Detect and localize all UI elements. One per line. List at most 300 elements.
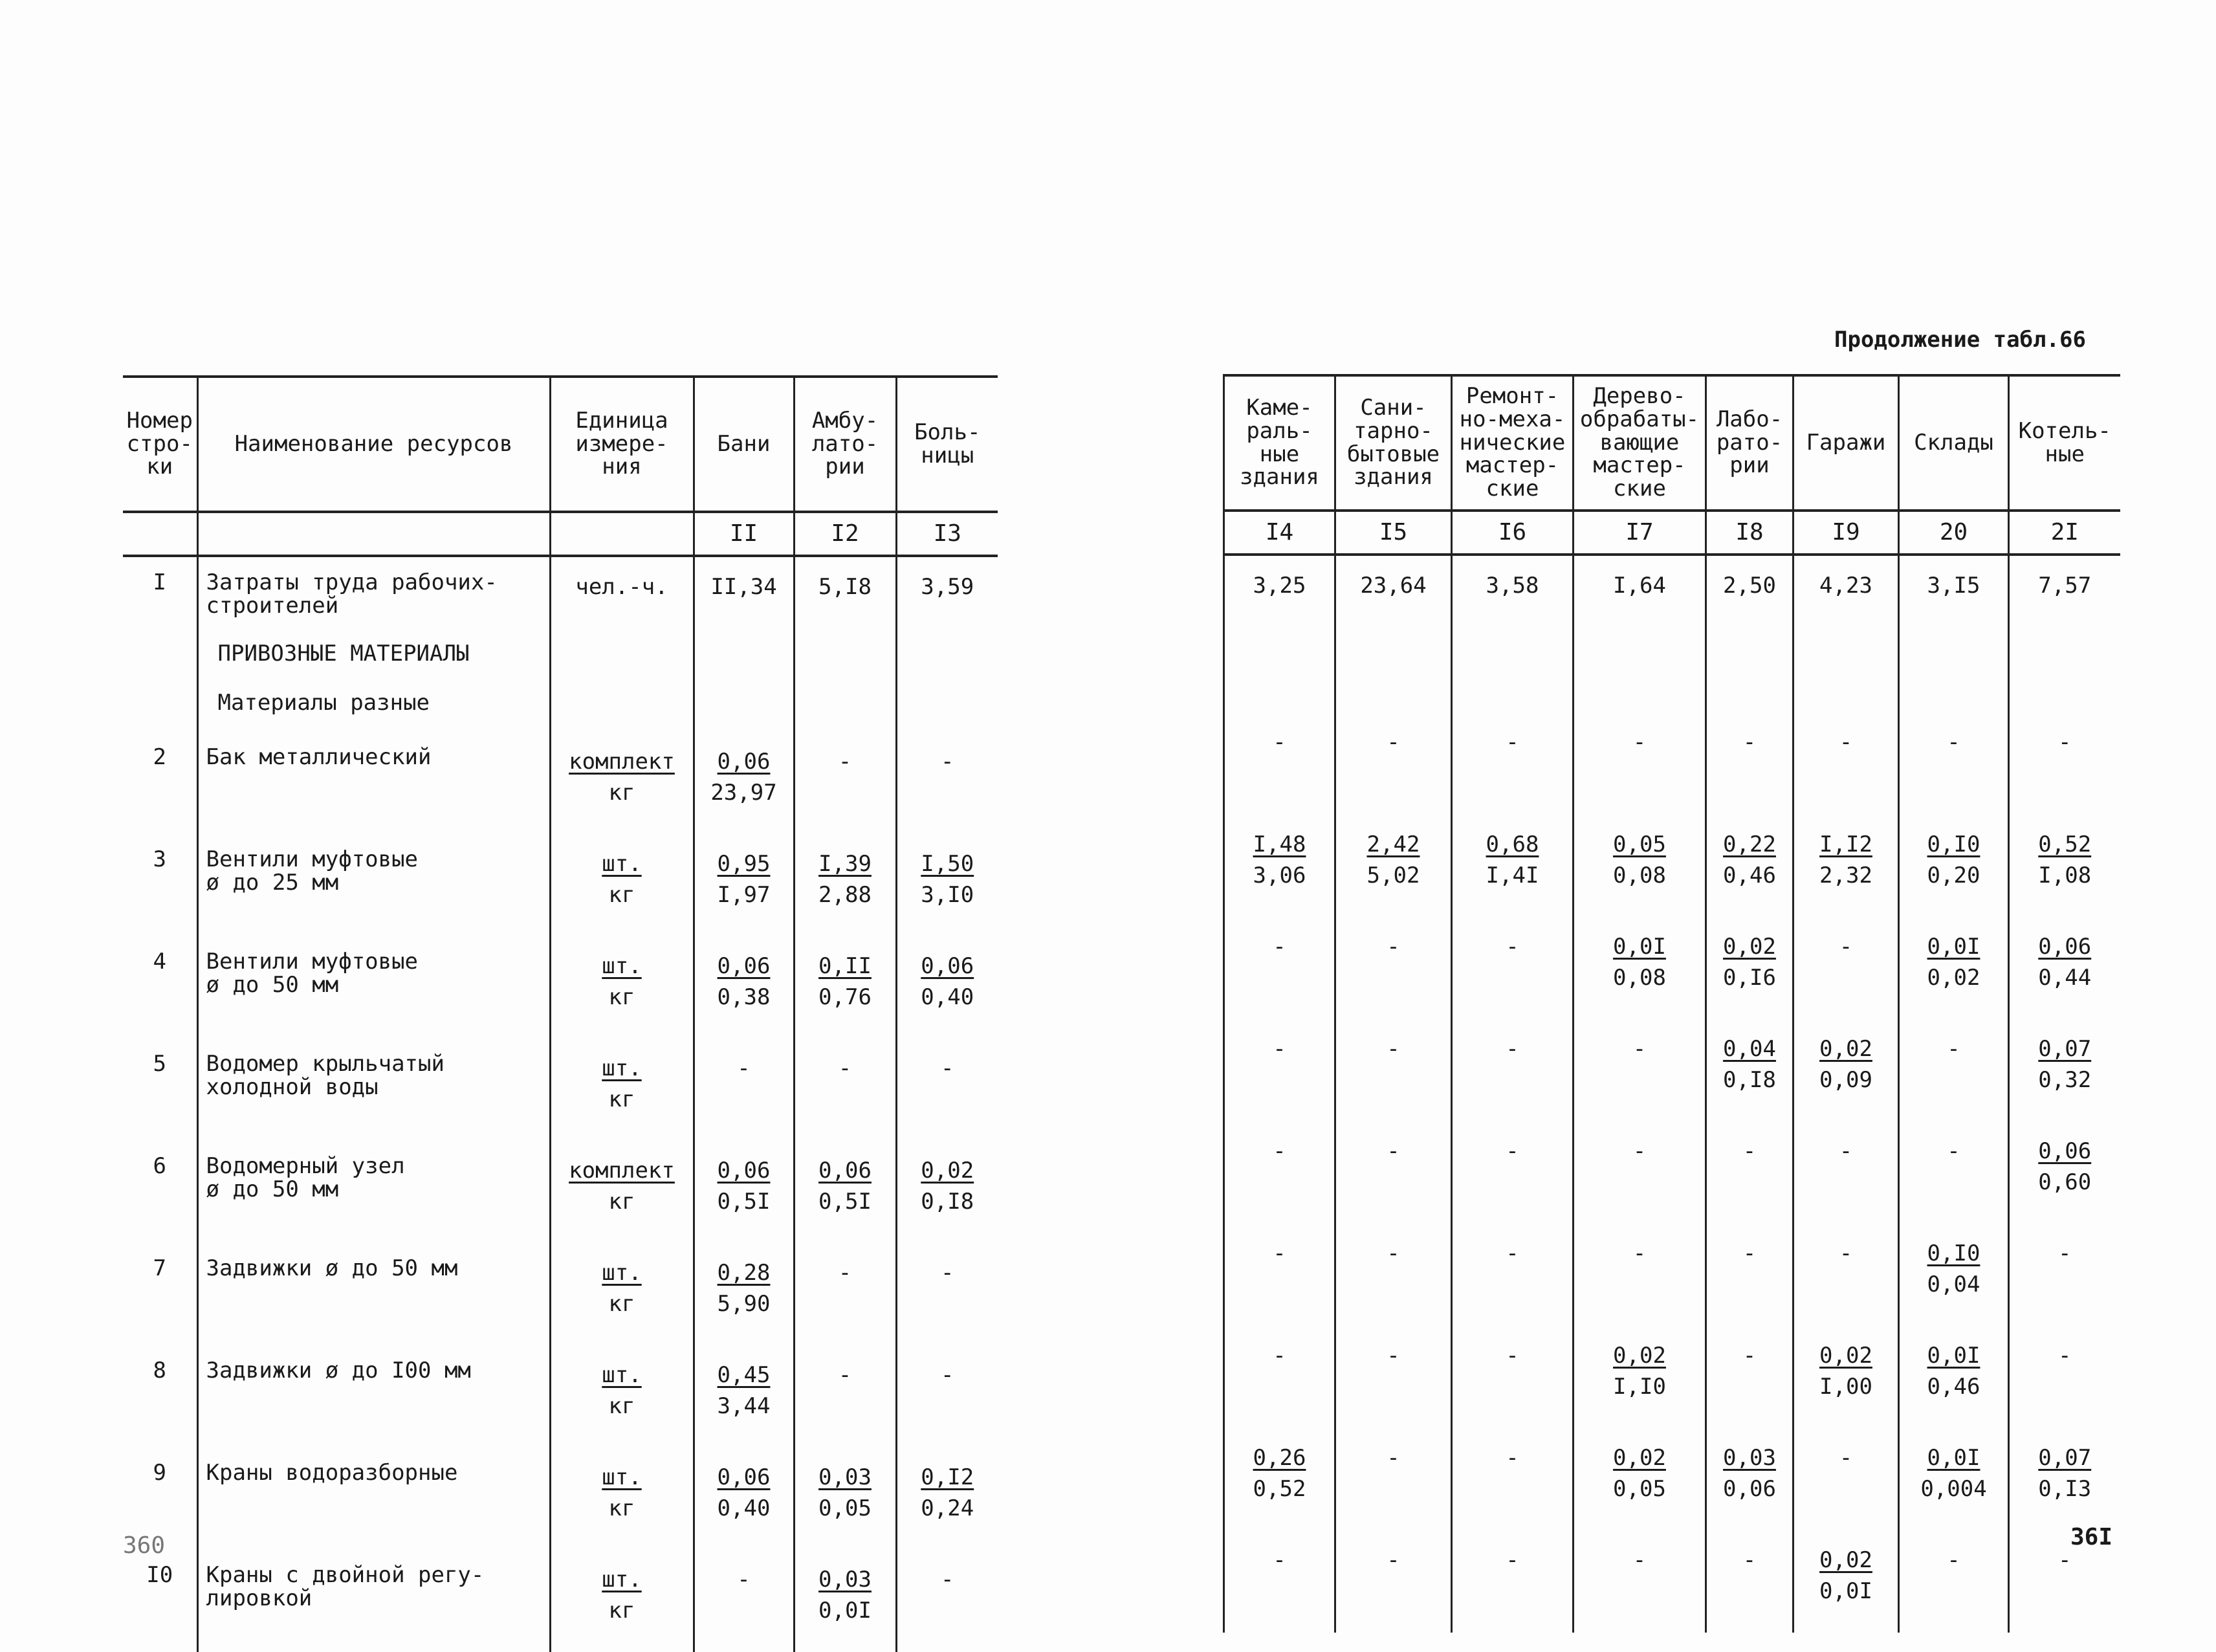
value-cell xyxy=(2009,555,2120,632)
value-top: - xyxy=(1506,1138,1519,1164)
value-top: 0,02 xyxy=(1613,1445,1666,1471)
row-number: 9 xyxy=(123,1448,197,1550)
section-blank xyxy=(1574,632,1706,672)
value-bottom: 0,0I xyxy=(818,1598,872,1624)
value-bottom xyxy=(1794,1473,1898,1504)
value-top: - xyxy=(737,1055,751,1081)
value-bottom xyxy=(1794,601,1898,632)
row-number: 4 xyxy=(123,936,197,1039)
unit-bottom: кг xyxy=(608,1393,635,1419)
value-bottom: 0,I8 xyxy=(921,1189,974,1215)
value-top: II,34 xyxy=(710,574,777,600)
value-top: 0,03 xyxy=(818,1464,872,1490)
value-cell xyxy=(1452,1224,1574,1326)
unit-cell xyxy=(550,1345,694,1448)
value-bottom xyxy=(1225,1167,1334,1198)
value-bottom xyxy=(1336,1269,1451,1300)
value-cell xyxy=(896,732,998,834)
section-row xyxy=(123,683,998,732)
value-bottom: 0,5I xyxy=(818,1189,872,1215)
value-cell xyxy=(1224,1530,1335,1633)
value-top: - xyxy=(1273,1036,1286,1062)
value-cell xyxy=(1574,1530,1706,1633)
value-cell xyxy=(896,1039,998,1141)
col-number: 2I xyxy=(2009,511,2120,555)
value-top: - xyxy=(1387,729,1400,755)
section-blank xyxy=(2009,672,2120,712)
value-cell xyxy=(1706,1530,1794,1633)
value-cell xyxy=(1224,815,1335,917)
value-top: - xyxy=(1839,1240,1853,1266)
value-top: - xyxy=(1742,1240,1757,1266)
value-bottom: 0,32 xyxy=(2038,1067,2092,1093)
value-cell xyxy=(1794,1326,1899,1428)
resource-name: Краны с двойной регу- лировкой xyxy=(197,1550,550,1652)
value-cell xyxy=(694,936,794,1039)
value-top: 3,25 xyxy=(1253,573,1306,599)
value-bottom xyxy=(1900,1167,2008,1198)
value-cell xyxy=(1706,1121,1794,1224)
value-top: - xyxy=(1506,1445,1519,1471)
value-cell xyxy=(1794,1530,1899,1633)
value-bottom: 0,40 xyxy=(717,1495,771,1521)
value-cell xyxy=(1335,1019,1452,1121)
value-bottom xyxy=(1574,1576,1705,1607)
value-bottom xyxy=(1336,601,1451,632)
value-top: - xyxy=(2058,729,2072,755)
row-number: 5 xyxy=(123,1039,197,1141)
header-num-blank xyxy=(197,512,550,556)
value-cell xyxy=(794,1039,896,1141)
value-cell xyxy=(2009,1224,2120,1326)
section-blank xyxy=(896,683,998,732)
value-top: - xyxy=(1742,1547,1757,1573)
table-row xyxy=(1224,1019,2120,1121)
unit-cell xyxy=(550,1141,694,1243)
section-row xyxy=(1224,672,2120,712)
value-bottom xyxy=(1900,1064,2008,1096)
resource-name: Задвижки ø до 50 мм xyxy=(197,1243,550,1345)
value-cell xyxy=(794,732,896,834)
value-bottom xyxy=(695,1084,793,1115)
section-blank xyxy=(896,633,998,683)
value-bottom xyxy=(1574,1064,1705,1096)
value-top: 7,57 xyxy=(2038,573,2092,599)
value-cell xyxy=(896,1243,998,1345)
col-number: 20 xyxy=(1899,511,2009,555)
value-bottom xyxy=(2010,1371,2120,1402)
row-number: I xyxy=(123,556,197,633)
value-top: - xyxy=(737,1567,751,1592)
left-table xyxy=(123,375,998,1652)
value-top: - xyxy=(838,749,852,775)
col-number: I4 xyxy=(1224,511,1335,555)
value-cell xyxy=(1574,917,1706,1019)
table-row xyxy=(123,1243,998,1345)
value-cell xyxy=(1335,1121,1452,1224)
header-resource-name: Наименование ресурсов xyxy=(197,377,550,512)
unit-top: комплект xyxy=(569,1158,675,1184)
value-cell xyxy=(896,1141,998,1243)
unit-bottom: кг xyxy=(608,1598,635,1624)
section-blank xyxy=(1899,672,2009,712)
value-bottom: 0,05 xyxy=(1613,1476,1666,1502)
header-num-blank xyxy=(550,512,694,556)
value-bottom xyxy=(1225,1371,1334,1402)
value-top: - xyxy=(1387,1547,1400,1573)
col-number: II xyxy=(694,512,794,556)
row-number: 6 xyxy=(123,1141,197,1243)
value-bottom xyxy=(795,1084,895,1115)
table-row xyxy=(123,732,998,834)
value-bottom xyxy=(1707,1167,1792,1198)
value-top: 23,64 xyxy=(1360,573,1427,599)
value-top: - xyxy=(1506,729,1519,755)
value-top: - xyxy=(1632,1138,1647,1164)
value-bottom xyxy=(897,1084,998,1115)
unit-bottom: кг xyxy=(608,1189,635,1215)
value-cell xyxy=(794,834,896,936)
unit-top: шт. xyxy=(602,1260,642,1286)
value-top: 0,II xyxy=(818,953,872,979)
value-top: - xyxy=(1947,1138,1960,1164)
unit-bottom: кг xyxy=(608,882,635,908)
value-bottom xyxy=(2010,601,2120,632)
section-row xyxy=(1224,632,2120,672)
value-bottom xyxy=(897,1288,998,1319)
value-cell xyxy=(1335,1326,1452,1428)
value-bottom: 0,5I xyxy=(717,1189,771,1215)
value-cell xyxy=(1706,555,1794,632)
value-cell xyxy=(2009,1121,2120,1224)
value-cell xyxy=(1452,1326,1574,1428)
unit-top: шт. xyxy=(602,851,642,877)
value-bottom: 3,06 xyxy=(1253,863,1306,888)
value-bottom xyxy=(2010,758,2120,789)
unit-top: чел.-ч. xyxy=(575,574,668,600)
value-top: 0,I0 xyxy=(1927,832,1980,857)
value-cell xyxy=(1224,1326,1335,1428)
value-bottom: 5,90 xyxy=(717,1291,771,1317)
value-top: - xyxy=(1273,1138,1286,1164)
value-top: - xyxy=(1273,1343,1286,1369)
table-row xyxy=(1224,1428,2120,1530)
value-bottom xyxy=(1453,1167,1572,1198)
value-cell xyxy=(896,1345,998,1448)
table-row xyxy=(1224,1121,2120,1224)
value-top: - xyxy=(2058,1240,2072,1266)
value-cell xyxy=(2009,1326,2120,1428)
value-top: 0,0I xyxy=(1927,1343,1980,1369)
value-top: - xyxy=(1632,729,1647,755)
value-bottom xyxy=(2010,1576,2120,1607)
unit-cell xyxy=(550,1039,694,1141)
section-blank xyxy=(1706,672,1794,712)
value-bottom xyxy=(1707,1269,1792,1300)
value-bottom xyxy=(1336,758,1451,789)
value-cell xyxy=(694,556,794,633)
value-top: - xyxy=(2058,1343,2072,1369)
section-blank xyxy=(1794,632,1899,672)
value-bottom xyxy=(1453,1371,1572,1402)
value-bottom: 0,06 xyxy=(1723,1476,1776,1502)
resource-name: Вентили муфтовые ø до 50 мм xyxy=(197,936,550,1039)
value-cell xyxy=(1899,1019,2009,1121)
value-cell xyxy=(1335,712,1452,815)
value-top: 3,I5 xyxy=(1927,573,1980,599)
row-number: I0 xyxy=(123,1550,197,1652)
unit-cell xyxy=(550,834,694,936)
value-top: - xyxy=(1742,1138,1757,1164)
value-top: - xyxy=(1273,934,1286,960)
value-top: - xyxy=(941,749,954,775)
header-col-16: Ремонт- но-меха- нические мастер- ские xyxy=(1452,375,1574,511)
value-bottom xyxy=(1336,962,1451,993)
value-bottom xyxy=(795,1288,895,1319)
value-cell xyxy=(1224,1019,1335,1121)
value-cell xyxy=(1899,712,2009,815)
value-cell xyxy=(1706,1019,1794,1121)
value-cell xyxy=(1452,712,1574,815)
value-top: 4,23 xyxy=(1819,573,1872,599)
value-top: - xyxy=(838,1055,852,1081)
section-blank xyxy=(2009,632,2120,672)
value-top: 0,05 xyxy=(1613,832,1666,857)
value-cell xyxy=(1794,555,1899,632)
value-bottom: 0,44 xyxy=(2038,965,2092,991)
col-number: I3 xyxy=(896,512,998,556)
value-top: 0,02 xyxy=(921,1158,974,1184)
resource-name: Затраты труда рабочих- строителей xyxy=(197,556,550,633)
value-cell xyxy=(1335,815,1452,917)
value-top: - xyxy=(1387,1036,1400,1062)
unit-cell xyxy=(550,1448,694,1550)
table-row xyxy=(123,1039,998,1141)
value-bottom xyxy=(795,1391,895,1422)
value-bottom: 0,24 xyxy=(921,1495,974,1521)
value-cell xyxy=(1335,917,1452,1019)
value-bottom: 0,I3 xyxy=(2038,1476,2092,1502)
value-top: - xyxy=(1947,729,1960,755)
value-top: 0,03 xyxy=(1723,1445,1776,1471)
value-cell xyxy=(1574,1428,1706,1530)
resource-name: Водомер крыльчатый холодной воды xyxy=(197,1039,550,1141)
value-top: - xyxy=(1742,729,1757,755)
value-bottom: 0,004 xyxy=(1920,1476,1987,1502)
header-col-11: Бани xyxy=(694,377,794,512)
value-bottom: 0,08 xyxy=(1613,965,1666,991)
value-cell xyxy=(1794,712,1899,815)
header-col-14: Каме- раль- ные здания xyxy=(1224,375,1335,511)
unit-top: шт. xyxy=(602,1055,642,1081)
value-top: 0,02 xyxy=(1723,934,1776,960)
value-top: I,50 xyxy=(921,851,974,877)
right-table xyxy=(1223,374,2120,1633)
table-row xyxy=(1224,815,2120,917)
value-top: - xyxy=(1947,1547,1960,1573)
value-cell xyxy=(1224,1121,1335,1224)
value-cell xyxy=(1335,555,1452,632)
value-bottom xyxy=(1225,1064,1334,1096)
unit-cell xyxy=(550,1243,694,1345)
unit-top: шт. xyxy=(602,953,642,979)
value-top: 0,06 xyxy=(717,749,771,775)
value-bottom xyxy=(1336,1371,1451,1402)
value-cell xyxy=(794,1243,896,1345)
value-cell xyxy=(1224,555,1335,632)
value-bottom xyxy=(1453,1269,1572,1300)
section-blank xyxy=(1452,632,1574,672)
value-cell xyxy=(2009,712,2120,815)
value-cell xyxy=(1794,1224,1899,1326)
unit-top: шт. xyxy=(602,1362,642,1388)
value-cell xyxy=(694,834,794,936)
value-top: 0,02 xyxy=(1819,1547,1872,1573)
value-top: 0,26 xyxy=(1253,1445,1306,1471)
value-bottom xyxy=(1336,1167,1451,1198)
value-top: 0,06 xyxy=(717,1158,771,1184)
value-bottom: 0,0I xyxy=(1819,1578,1872,1604)
header-num-blank xyxy=(123,512,197,556)
value-cell xyxy=(896,936,998,1039)
value-bottom xyxy=(1900,601,2008,632)
value-bottom xyxy=(1794,1269,1898,1300)
value-bottom: 0,08 xyxy=(1613,863,1666,888)
value-cell xyxy=(1574,1224,1706,1326)
value-bottom xyxy=(1900,1576,2008,1607)
section-blank xyxy=(1224,632,1335,672)
value-cell xyxy=(1452,555,1574,632)
value-top: 0,I2 xyxy=(921,1464,974,1490)
value-top: 0,0I xyxy=(1613,934,1666,960)
value-cell xyxy=(1794,815,1899,917)
value-bottom xyxy=(1336,1576,1451,1607)
value-bottom xyxy=(1574,1167,1705,1198)
value-bottom xyxy=(1225,758,1334,789)
value-top: I,I2 xyxy=(1819,832,1872,857)
value-cell xyxy=(1335,1530,1452,1633)
value-bottom: 5,02 xyxy=(1366,863,1420,888)
value-cell xyxy=(1706,1428,1794,1530)
value-top: - xyxy=(1506,1036,1519,1062)
value-top: 0,02 xyxy=(1613,1343,1666,1369)
value-bottom: 3,44 xyxy=(717,1393,771,1419)
value-top: - xyxy=(1947,1036,1960,1062)
value-top: - xyxy=(1273,1547,1286,1573)
section-title: Материалы разные xyxy=(197,683,550,732)
table-row xyxy=(1224,1530,2120,1633)
value-cell xyxy=(794,1141,896,1243)
unit-cell xyxy=(550,556,694,633)
header-col-21: Котель- ные xyxy=(2009,375,2120,511)
value-cell xyxy=(1899,1224,2009,1326)
value-bottom xyxy=(1453,1064,1572,1096)
value-cell xyxy=(1452,917,1574,1019)
value-top: - xyxy=(1742,1343,1757,1369)
value-bottom xyxy=(795,602,895,633)
value-bottom: 0,52 xyxy=(1253,1476,1306,1502)
table-row xyxy=(123,1550,998,1652)
row-number: 8 xyxy=(123,1345,197,1448)
value-cell xyxy=(1335,1224,1452,1326)
value-top: 3,59 xyxy=(921,574,974,600)
col-number: I9 xyxy=(1794,511,1899,555)
value-cell xyxy=(1899,1530,2009,1633)
value-cell xyxy=(1794,917,1899,1019)
table-row xyxy=(1224,555,2120,632)
value-bottom xyxy=(1794,1167,1898,1198)
value-top: - xyxy=(2058,1547,2072,1573)
value-top: 5,I8 xyxy=(818,574,872,600)
value-cell xyxy=(1574,712,1706,815)
table-row xyxy=(1224,1224,2120,1326)
value-bottom xyxy=(1336,1064,1451,1096)
value-top: - xyxy=(1387,1343,1400,1369)
value-top: - xyxy=(1839,729,1853,755)
section-blank xyxy=(1899,632,2009,672)
value-top: - xyxy=(1839,1138,1853,1164)
table-row xyxy=(123,1448,998,1550)
section-blank xyxy=(1224,672,1335,712)
value-cell xyxy=(1574,1326,1706,1428)
section-blank xyxy=(123,633,197,683)
value-bottom: 0,04 xyxy=(1927,1272,1980,1297)
unit-cell xyxy=(550,732,694,834)
value-cell xyxy=(1899,555,2009,632)
value-cell xyxy=(1899,1121,2009,1224)
unit-cell xyxy=(550,936,694,1039)
value-cell xyxy=(1574,555,1706,632)
header-col-20: Склады xyxy=(1899,375,2009,511)
value-cell xyxy=(1706,815,1794,917)
table-row xyxy=(1224,1326,2120,1428)
resource-name: Водомерный узел ø до 50 мм xyxy=(197,1141,550,1243)
section-blank xyxy=(694,683,794,732)
value-bottom: I,08 xyxy=(2038,863,2092,888)
section-blank xyxy=(550,683,694,732)
value-bottom: 0,40 xyxy=(921,984,974,1010)
unit-bottom: кг xyxy=(608,1291,635,1317)
value-top: 0,06 xyxy=(921,953,974,979)
value-cell xyxy=(1794,1019,1899,1121)
table-row xyxy=(123,556,998,633)
unit-bottom: кг xyxy=(608,984,635,1010)
value-top: 0,02 xyxy=(1819,1343,1872,1369)
value-cell xyxy=(1224,917,1335,1019)
value-bottom xyxy=(1225,962,1334,993)
value-bottom xyxy=(1336,1473,1451,1504)
unit-bottom xyxy=(551,602,693,633)
value-top: I,39 xyxy=(818,851,872,877)
value-top: 0,02 xyxy=(1819,1036,1872,1062)
value-bottom xyxy=(897,1595,998,1626)
value-bottom: 23,97 xyxy=(710,780,777,806)
value-top: - xyxy=(1387,1138,1400,1164)
value-cell xyxy=(1452,1019,1574,1121)
row-number: 7 xyxy=(123,1243,197,1345)
value-top: - xyxy=(1273,729,1286,755)
value-bottom: I,I0 xyxy=(1613,1374,1666,1400)
value-top: 0,68 xyxy=(1486,832,1539,857)
value-bottom xyxy=(1900,758,2008,789)
section-blank xyxy=(1574,672,1706,712)
value-cell xyxy=(1574,815,1706,917)
value-cell xyxy=(1706,1326,1794,1428)
value-bottom xyxy=(2010,1269,2120,1300)
value-top: - xyxy=(1387,1445,1400,1471)
col-number: I2 xyxy=(794,512,896,556)
value-cell xyxy=(1224,1224,1335,1326)
